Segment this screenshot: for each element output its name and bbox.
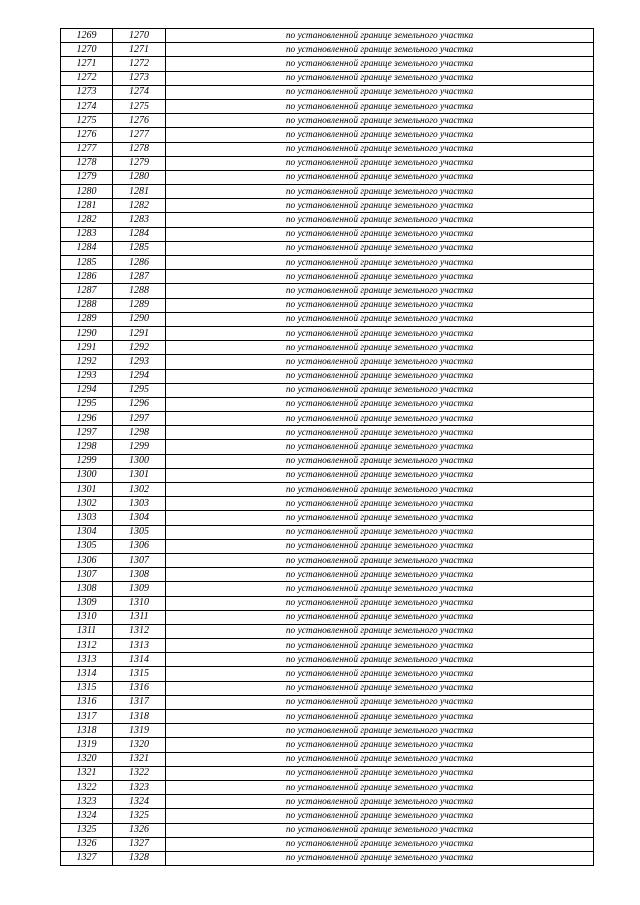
point-from-cell: 1318 [61, 724, 113, 738]
table-row [61, 610, 594, 624]
point-to-cell: 1303 [113, 497, 166, 511]
point-to-cell: 1315 [113, 667, 166, 681]
table-row [61, 780, 594, 794]
point-from-cell: 1271 [61, 57, 113, 71]
boundary-description-cell: по установленной границе земельного участка [166, 85, 594, 99]
point-from-cell: 1316 [61, 695, 113, 709]
table-row [61, 156, 594, 170]
boundary-description-cell: по установленной границе земельного участка [166, 326, 594, 340]
table-row [61, 43, 594, 57]
boundary-description-cell: по установленной границе земельного участка [166, 156, 594, 170]
boundary-description-cell: по установленной границе земельного участка [166, 99, 594, 113]
boundary-description-cell: по установленной границе земельного участка [166, 426, 594, 440]
point-to-cell: 1326 [113, 823, 166, 837]
point-from-cell: 1323 [61, 795, 113, 809]
table-row [61, 837, 594, 851]
table-row [61, 29, 594, 43]
point-to-cell: 1324 [113, 795, 166, 809]
boundary-description-cell: по установленной границе земельного участка [166, 809, 594, 823]
point-to-cell: 1318 [113, 710, 166, 724]
boundary-description-cell: по установленной границе земельного участка [166, 227, 594, 241]
boundary-description-cell: по установленной границе земельного участка [166, 780, 594, 794]
point-from-cell: 1319 [61, 738, 113, 752]
point-to-cell: 1292 [113, 341, 166, 355]
point-from-cell: 1311 [61, 624, 113, 638]
table-row [61, 57, 594, 71]
point-to-cell: 1302 [113, 483, 166, 497]
table-row [61, 468, 594, 482]
point-from-cell: 1283 [61, 227, 113, 241]
point-to-cell: 1286 [113, 256, 166, 270]
point-to-cell: 1288 [113, 284, 166, 298]
table-row [61, 241, 594, 255]
point-to-cell: 1285 [113, 241, 166, 255]
boundary-description-cell: по установленной границе земельного участка [166, 681, 594, 695]
table-row [61, 298, 594, 312]
boundary-description-cell: по установленной границе земельного участка [166, 724, 594, 738]
point-from-cell: 1314 [61, 667, 113, 681]
boundary-description-cell: по установленной границе земельного участка [166, 511, 594, 525]
point-to-cell: 1321 [113, 752, 166, 766]
point-to-cell: 1281 [113, 185, 166, 199]
point-from-cell: 1287 [61, 284, 113, 298]
point-to-cell: 1295 [113, 383, 166, 397]
point-to-cell: 1293 [113, 355, 166, 369]
table-row [61, 667, 594, 681]
boundary-description-cell: по установленной границе земельного участка [166, 43, 594, 57]
point-to-cell: 1275 [113, 99, 166, 113]
boundary-description-cell: по установленной границе земельного участка [166, 553, 594, 567]
point-to-cell: 1301 [113, 468, 166, 482]
table-row [61, 85, 594, 99]
table-row [61, 681, 594, 695]
table-row [61, 142, 594, 156]
boundary-description-cell: по установленной границе земельного участка [166, 710, 594, 724]
boundary-description-cell: по установленной границе земельного участка [166, 695, 594, 709]
point-to-cell: 1277 [113, 128, 166, 142]
table-row [61, 199, 594, 213]
table-row [61, 256, 594, 270]
point-to-cell: 1314 [113, 653, 166, 667]
boundary-description-cell: по установленной границе земельного участка [166, 185, 594, 199]
point-to-cell: 1291 [113, 326, 166, 340]
point-from-cell: 1297 [61, 426, 113, 440]
boundary-description-cell: по установленной границе земельного участка [166, 837, 594, 851]
table-row [61, 809, 594, 823]
point-to-cell: 1283 [113, 213, 166, 227]
boundary-description-cell: по установленной границе земельного участка [166, 582, 594, 596]
point-to-cell: 1273 [113, 71, 166, 85]
boundary-description-cell: по установленной границе земельного участка [166, 369, 594, 383]
point-from-cell: 1305 [61, 539, 113, 553]
point-from-cell: 1325 [61, 823, 113, 837]
boundary-description-cell: по установленной границе земельного участка [166, 468, 594, 482]
point-from-cell: 1302 [61, 497, 113, 511]
point-from-cell: 1320 [61, 752, 113, 766]
table-row [61, 639, 594, 653]
table-row [61, 511, 594, 525]
boundary-description-cell: по установленной границе земельного участка [166, 454, 594, 468]
boundary-description-cell: по установленной границе земельного участка [166, 596, 594, 610]
boundary-description-cell: по установленной границе земельного участка [166, 29, 594, 43]
table-row [61, 326, 594, 340]
table-row [61, 724, 594, 738]
boundary-description-cell: по установленной границе земельного участка [166, 256, 594, 270]
boundary-description-cell: по установленной границе земельного участка [166, 610, 594, 624]
point-from-cell: 1278 [61, 156, 113, 170]
table-row [61, 766, 594, 780]
point-from-cell: 1317 [61, 710, 113, 724]
point-to-cell: 1271 [113, 43, 166, 57]
point-from-cell: 1322 [61, 780, 113, 794]
point-to-cell: 1328 [113, 851, 166, 865]
table-row [61, 483, 594, 497]
point-to-cell: 1305 [113, 525, 166, 539]
point-to-cell: 1272 [113, 57, 166, 71]
point-to-cell: 1278 [113, 142, 166, 156]
point-from-cell: 1291 [61, 341, 113, 355]
point-to-cell: 1319 [113, 724, 166, 738]
point-from-cell: 1327 [61, 851, 113, 865]
boundary-description-cell: по установленной границе земельного участка [166, 412, 594, 426]
boundary-description-cell: по установленной границе земельного участка [166, 568, 594, 582]
boundary-description-cell: по установленной границе земельного участка [166, 114, 594, 128]
point-to-cell: 1320 [113, 738, 166, 752]
table-row [61, 213, 594, 227]
point-from-cell: 1273 [61, 85, 113, 99]
point-to-cell: 1270 [113, 29, 166, 43]
point-from-cell: 1304 [61, 525, 113, 539]
point-from-cell: 1307 [61, 568, 113, 582]
point-to-cell: 1282 [113, 199, 166, 213]
point-from-cell: 1303 [61, 511, 113, 525]
table-row [61, 128, 594, 142]
table-row [61, 710, 594, 724]
point-from-cell: 1295 [61, 397, 113, 411]
point-from-cell: 1301 [61, 483, 113, 497]
point-to-cell: 1296 [113, 397, 166, 411]
boundary-description-cell: по установленной границе земельного участка [166, 497, 594, 511]
point-from-cell: 1296 [61, 412, 113, 426]
boundary-description-cell: по установленной границе земельного участка [166, 57, 594, 71]
boundary-description-cell: по установленной границе земельного участка [166, 795, 594, 809]
boundary-description-cell: по установленной границе земельного участка [166, 241, 594, 255]
table-row [61, 454, 594, 468]
point-to-cell: 1313 [113, 639, 166, 653]
point-from-cell: 1324 [61, 809, 113, 823]
boundary-description-cell: по установленной границе земельного участка [166, 284, 594, 298]
point-to-cell: 1306 [113, 539, 166, 553]
point-from-cell: 1289 [61, 312, 113, 326]
point-from-cell: 1277 [61, 142, 113, 156]
point-to-cell: 1308 [113, 568, 166, 582]
table-row [61, 341, 594, 355]
table-row [61, 624, 594, 638]
point-to-cell: 1299 [113, 440, 166, 454]
point-to-cell: 1294 [113, 369, 166, 383]
point-to-cell: 1312 [113, 624, 166, 638]
point-to-cell: 1323 [113, 780, 166, 794]
boundary-description-cell: по установленной границе земельного участка [166, 383, 594, 397]
table-row [61, 795, 594, 809]
boundary-description-cell: по установленной границе земельного участка [166, 653, 594, 667]
point-from-cell: 1315 [61, 681, 113, 695]
point-to-cell: 1322 [113, 766, 166, 780]
point-to-cell: 1276 [113, 114, 166, 128]
point-from-cell: 1310 [61, 610, 113, 624]
table-row [61, 426, 594, 440]
boundary-description-cell: по установленной границе земельного участка [166, 128, 594, 142]
point-from-cell: 1293 [61, 369, 113, 383]
point-from-cell: 1313 [61, 653, 113, 667]
point-to-cell: 1279 [113, 156, 166, 170]
point-from-cell: 1270 [61, 43, 113, 57]
point-from-cell: 1286 [61, 270, 113, 284]
point-from-cell: 1321 [61, 766, 113, 780]
table-row [61, 383, 594, 397]
point-from-cell: 1284 [61, 241, 113, 255]
boundary-description-cell: по установленной границе земельного участка [166, 199, 594, 213]
point-to-cell: 1311 [113, 610, 166, 624]
point-from-cell: 1275 [61, 114, 113, 128]
point-from-cell: 1280 [61, 185, 113, 199]
point-from-cell: 1299 [61, 454, 113, 468]
point-from-cell: 1282 [61, 213, 113, 227]
point-to-cell: 1317 [113, 695, 166, 709]
table-row [61, 568, 594, 582]
boundary-description-cell: по установленной границе земельного участка [166, 525, 594, 539]
boundary-description-cell: по установленной границе земельного участка [166, 639, 594, 653]
boundary-description-cell: по установленной границе земельного участка [166, 312, 594, 326]
point-to-cell: 1289 [113, 298, 166, 312]
point-from-cell: 1276 [61, 128, 113, 142]
table-row [61, 525, 594, 539]
boundary-description-cell: по установленной границе земельного участка [166, 71, 594, 85]
table-row [61, 497, 594, 511]
boundary-description-cell: по установленной границе земельного участка [166, 851, 594, 865]
point-from-cell: 1309 [61, 596, 113, 610]
boundary-description-cell: по установленной границе земельного участка [166, 270, 594, 284]
point-to-cell: 1297 [113, 412, 166, 426]
table-row [61, 695, 594, 709]
table-row [61, 440, 594, 454]
point-to-cell: 1284 [113, 227, 166, 241]
point-to-cell: 1280 [113, 170, 166, 184]
boundary-description-cell: по установленной границе земельного участка [166, 752, 594, 766]
point-from-cell: 1288 [61, 298, 113, 312]
table-row [61, 553, 594, 567]
boundary-description-cell: по установленной границе земельного участка [166, 170, 594, 184]
boundary-description-cell: по установленной границе земельного участка [166, 341, 594, 355]
table-body [61, 29, 594, 866]
table-row [61, 397, 594, 411]
point-from-cell: 1306 [61, 553, 113, 567]
table-row [61, 851, 594, 865]
point-from-cell: 1279 [61, 170, 113, 184]
point-to-cell: 1298 [113, 426, 166, 440]
point-from-cell: 1285 [61, 256, 113, 270]
point-from-cell: 1269 [61, 29, 113, 43]
table-row [61, 170, 594, 184]
table-row [61, 284, 594, 298]
boundary-description-cell: по установленной границе земельного участка [166, 355, 594, 369]
point-from-cell: 1292 [61, 355, 113, 369]
boundary-description-cell: по установленной границе земельного участка [166, 298, 594, 312]
boundary-description-cell: по установленной границе земельного участка [166, 738, 594, 752]
table-row [61, 227, 594, 241]
table-row [61, 71, 594, 85]
table-row [61, 823, 594, 837]
point-to-cell: 1309 [113, 582, 166, 596]
boundary-description-cell: по установленной границе земельного участка [166, 823, 594, 837]
point-to-cell: 1287 [113, 270, 166, 284]
table-row [61, 312, 594, 326]
table-row [61, 369, 594, 383]
point-to-cell: 1304 [113, 511, 166, 525]
point-from-cell: 1281 [61, 199, 113, 213]
point-from-cell: 1294 [61, 383, 113, 397]
table-row [61, 270, 594, 284]
point-from-cell: 1308 [61, 582, 113, 596]
point-from-cell: 1290 [61, 326, 113, 340]
point-from-cell: 1300 [61, 468, 113, 482]
boundary-description-cell: по установленной границе земельного участка [166, 213, 594, 227]
boundary-description-cell: по установленной границе земельного участка [166, 539, 594, 553]
boundary-table [60, 28, 594, 866]
boundary-description-cell: по установленной границе земельного участка [166, 624, 594, 638]
table-row [61, 752, 594, 766]
table-row [61, 596, 594, 610]
table-row [61, 355, 594, 369]
boundary-description-cell: по установленной границе земельного участка [166, 397, 594, 411]
boundary-description-cell: по установленной границе земельного участка [166, 440, 594, 454]
point-to-cell: 1310 [113, 596, 166, 610]
point-to-cell: 1327 [113, 837, 166, 851]
table-row [61, 114, 594, 128]
point-from-cell: 1326 [61, 837, 113, 851]
table-row [61, 99, 594, 113]
table-row [61, 539, 594, 553]
table-row [61, 653, 594, 667]
point-from-cell: 1274 [61, 99, 113, 113]
point-to-cell: 1307 [113, 553, 166, 567]
boundary-description-cell: по установленной границе земельного участка [166, 667, 594, 681]
point-to-cell: 1325 [113, 809, 166, 823]
table-row [61, 582, 594, 596]
point-to-cell: 1300 [113, 454, 166, 468]
boundary-description-cell: по установленной границе земельного участка [166, 142, 594, 156]
point-to-cell: 1316 [113, 681, 166, 695]
point-to-cell: 1274 [113, 85, 166, 99]
point-from-cell: 1298 [61, 440, 113, 454]
point-to-cell: 1290 [113, 312, 166, 326]
table-row [61, 738, 594, 752]
point-from-cell: 1312 [61, 639, 113, 653]
table-row [61, 185, 594, 199]
boundary-description-cell: по установленной границе земельного участка [166, 483, 594, 497]
table-row [61, 412, 594, 426]
boundary-description-cell: по установленной границе земельного участка [166, 766, 594, 780]
point-from-cell: 1272 [61, 71, 113, 85]
